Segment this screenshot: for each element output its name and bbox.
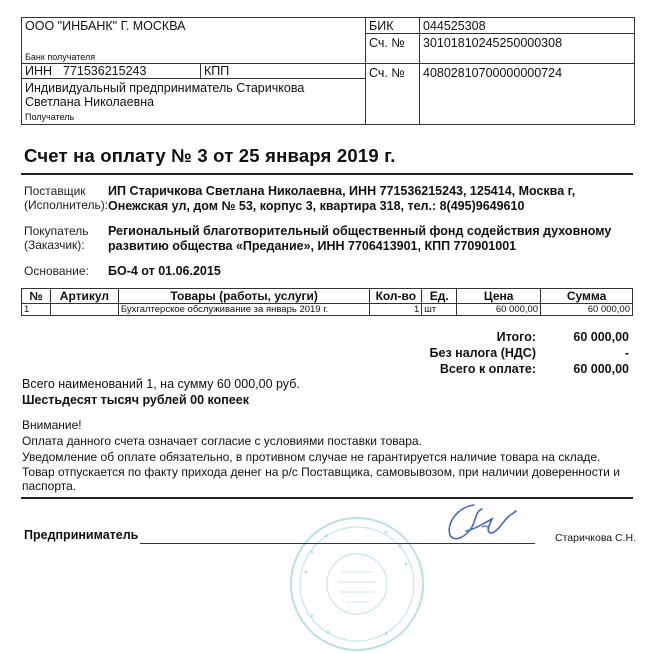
inn-value: 771536215243 [63, 64, 147, 78]
col-header-qty: Кол-во [370, 289, 422, 304]
bank-details-table [21, 17, 635, 125]
total-value: 60 000,00 [573, 330, 629, 344]
corr-account-value: 30101810245250000308 [423, 36, 563, 50]
supplier-value-2: Онежская ул, дом № 53, корпус 3, квартира 318, тел.: 8(495)9649610 [108, 199, 525, 213]
basis-value: БО-4 от 01.06.2015 [108, 264, 221, 278]
col-header-article: Артикул [50, 289, 118, 304]
supplier-label-1: Поставщик [24, 184, 86, 198]
bank-name: ООО "ИНБАНК" Г. МОСКВА [25, 19, 186, 33]
recipient-line1: Индивидуальный предприниматель Старичкова [25, 81, 305, 95]
invoice-title: Счет на оплату № 3 от 25 января 2019 г. [24, 145, 396, 166]
supplier-label-2: (Исполнитель): [24, 198, 109, 212]
col-header-sum: Сумма [541, 289, 633, 304]
pay-value: 60 000,00 [573, 362, 629, 376]
buyer-value-2: развитию общества «Предание», ИНН 7706413901, КПП 770901001 [108, 239, 517, 253]
title-divider [21, 173, 633, 175]
cell-price: 60 000,00 [457, 304, 541, 316]
vat-label: Без налога (НДС) [429, 346, 536, 360]
basis-label: Основание: [24, 264, 89, 278]
col-header-unit: Ед. [422, 289, 457, 304]
items-header-row [22, 289, 633, 304]
cell-unit: шт [422, 304, 457, 316]
signatory-name: Старичкова С.Н. [555, 532, 637, 544]
bik-label: БИК [369, 19, 394, 33]
buyer-value-1: Региональный благотворительный общественный фонд содействия духовному [108, 224, 612, 238]
cell-sum: 60 000,00 [541, 304, 633, 316]
kpp-label: КПП [204, 64, 230, 78]
vat-value: - [624, 346, 629, 360]
col-header-price: Цена [457, 289, 541, 304]
bik-value: 044525308 [423, 19, 486, 33]
notes-line1: Оплата данного счета означает согласие с условиями поставки товара. [22, 434, 422, 448]
buyer-label-2: (Заказчик): [24, 238, 85, 252]
signature-image [436, 497, 520, 547]
pay-label: Всего к оплате: [439, 362, 536, 376]
notes-divider [21, 497, 633, 499]
account-label: Сч. № [369, 66, 405, 80]
total-label: Итого: [496, 330, 536, 344]
col-header-goods: Товары (работы, услуги) [118, 289, 369, 304]
recipient-caption: Получатель [25, 112, 75, 122]
items-table [21, 288, 633, 316]
amount-in-words: Шестьдесят тысяч рублей 00 копеек [22, 393, 249, 407]
notes-line3: Товар отпускается по факту прихода денег на р/с Поставщика, самовывозом, при наличии доверенности и [22, 465, 620, 479]
inn-label: ИНН [25, 64, 53, 78]
col-header-number: № [22, 289, 51, 304]
buyer-label-1: Покупатель [24, 224, 89, 238]
cell-number: 1 [22, 304, 51, 316]
supplier-value-1: ИП Старичкова Светлана Николаевна, ИНН 771536215243, 125414, Москва г, [108, 184, 576, 198]
cell-qty: 1 [370, 304, 422, 316]
signatory-role: Предприниматель [24, 528, 139, 542]
notes-line4: паспорта. [22, 479, 77, 493]
notes-line2: Уведомление об оплате обязательно, в противном случае не гарантируется наличие товара на складе. [22, 450, 601, 464]
corr-account-label: Сч. № [369, 36, 405, 50]
recipient-line2: Светлана Николаевна [25, 95, 155, 109]
table-row [22, 304, 633, 316]
account-value: 40802810700000000724 [423, 66, 563, 80]
bank-name-caption: Банк получателя [25, 52, 96, 62]
cell-goods: Бухгалтерское обслуживание за январь 2019 г. [118, 304, 369, 316]
cell-article [50, 304, 118, 316]
items-count-line: Всего наименований 1, на сумму 60 000,00 руб. [22, 377, 300, 391]
notes-attention: Внимание! [22, 418, 82, 432]
stamp-image [282, 512, 432, 653]
